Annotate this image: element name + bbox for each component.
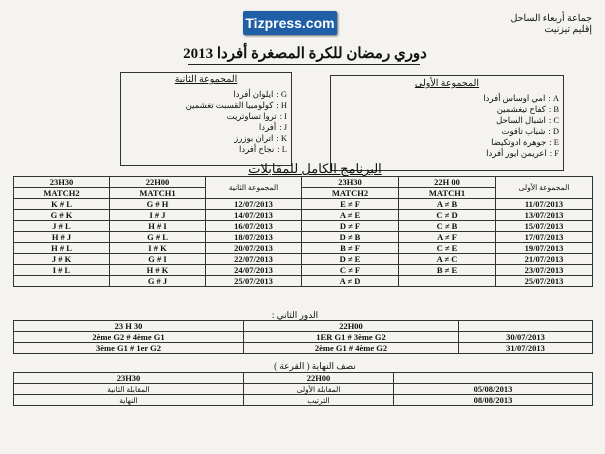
team-name: نجاح أفردا xyxy=(238,144,275,154)
round2-time-left: 23 H 30 xyxy=(14,321,244,332)
team-letter: C : xyxy=(548,115,559,125)
group2-heading: المجموعة الثانية xyxy=(174,75,238,85)
group1-team-row xyxy=(331,104,563,115)
team-name: جوهرة ادوتكيضا xyxy=(491,137,547,147)
group2-schedule-row xyxy=(14,265,302,276)
group1-match-pairing: A ≠ C xyxy=(399,254,496,265)
group2-match-pairing: G # J xyxy=(110,276,206,287)
group1-schedule-row xyxy=(302,254,593,265)
group2-match-pairing: G # K xyxy=(14,210,110,221)
group1-team-row xyxy=(331,115,563,126)
group1-match-pairing: C ≠ B xyxy=(399,221,496,232)
group1-schedule-row xyxy=(302,221,593,232)
round2-match: 3ème G1 # 1er G2 xyxy=(14,343,244,354)
group1-match-pairing: E ≠ F xyxy=(302,199,399,210)
team-name: اعريمن ايور أفردا xyxy=(486,148,547,158)
group1-match-pairing: C ≠ D xyxy=(399,210,496,221)
group2-schedule-table xyxy=(13,176,302,287)
team-letter: K : xyxy=(276,133,287,143)
team-letter: J : xyxy=(279,122,287,132)
group2-schedule-row xyxy=(14,243,302,254)
semifinal-date: 05/08/2013 xyxy=(394,384,593,395)
semifinal-label: نصف النهاية ( القرعة ) xyxy=(274,361,356,371)
round2-empty-cell xyxy=(459,321,593,332)
team-letter: A : xyxy=(548,93,559,103)
group1-match-date: 25/07/2013 xyxy=(496,276,593,287)
group2-team-row xyxy=(121,144,291,155)
group1-match-date: 13/07/2013 xyxy=(496,210,593,221)
group2-match-pairing: J # L xyxy=(14,221,110,232)
semifinal-match: المقابلة الأولى xyxy=(244,384,394,395)
final-match: الترتيب xyxy=(244,395,394,406)
group2-match-date: 18/07/2013 xyxy=(206,232,302,243)
round2-match: 1ER G1 # 3ème G2 xyxy=(244,332,459,343)
group2-time-match2: 23H30 xyxy=(14,177,110,188)
semifinal-empty-cell xyxy=(394,373,593,384)
team-name: تروا تساوتريت xyxy=(226,111,277,121)
group1-team-row xyxy=(331,93,563,104)
group1-match-pairing: A ≠ D xyxy=(302,276,399,287)
group1-schedule-row xyxy=(302,210,593,221)
group1-schedule-row xyxy=(302,243,593,254)
group1-team-row xyxy=(331,148,563,159)
group1-box xyxy=(330,75,564,171)
group2-match-pairing: G # L xyxy=(110,232,206,243)
group2-team-row xyxy=(121,122,291,133)
team-name: اتران بوزرز xyxy=(234,133,274,143)
team-letter: H : xyxy=(276,100,287,110)
group2-match-pairing xyxy=(14,276,110,287)
team-letter: F : xyxy=(549,148,559,158)
final-date: 08/08/2013 xyxy=(394,395,593,406)
group2-match-date: 12/07/2013 xyxy=(206,199,302,210)
group2-column-header: المجموعة الثانية xyxy=(206,177,302,199)
group1-team-list xyxy=(331,93,563,159)
round2-match: 2ème G2 # 4ème G1 xyxy=(14,332,244,343)
team-letter: I : xyxy=(279,111,287,121)
team-name: كولومبيا القسبت تغشمين xyxy=(185,100,274,110)
group1-match1-header: MATCH1 xyxy=(399,188,496,199)
round2-label: الدور الثاني : xyxy=(271,310,319,320)
group2-team-row xyxy=(121,89,291,100)
group1-schedule-row xyxy=(302,199,593,210)
group2-match-date: 25/07/2013 xyxy=(206,276,302,287)
group2-match-pairing: G # H xyxy=(110,199,206,210)
semifinal-table xyxy=(13,372,593,406)
final-match: النهاية xyxy=(14,395,244,406)
group1-team-row xyxy=(331,126,563,137)
group1-match-date: 15/07/2013 xyxy=(496,221,593,232)
round2-time-right: 22H00 xyxy=(244,321,459,332)
group2-match2-header: MATCH2 xyxy=(14,188,110,199)
group1-match-date: 19/07/2013 xyxy=(496,243,593,254)
team-name: كفاح تيغشمين xyxy=(496,104,546,114)
team-letter: L : xyxy=(277,144,287,154)
team-letter: G : xyxy=(276,89,287,99)
team-letter: E : xyxy=(549,137,559,147)
group2-team-row xyxy=(121,100,291,111)
group1-match-date: 17/07/2013 xyxy=(496,232,593,243)
document-title: دوري رمضان للكرة المصغرة أفردا 2013 xyxy=(183,46,427,62)
round2-table xyxy=(13,320,593,354)
round2-match: 2ème G1 # 4ème G2 xyxy=(244,343,459,354)
group1-match-pairing: A ≠ F xyxy=(399,232,496,243)
group1-match-pairing: B ≠ F xyxy=(302,243,399,254)
semifinal-time-left: 23H30 xyxy=(14,373,244,384)
group2-schedule-row xyxy=(14,210,302,221)
group1-match-pairing: A ≠ B xyxy=(399,199,496,210)
team-name: امي اوساس أفردا xyxy=(483,93,546,103)
team-name: ايلوان أفردا xyxy=(233,89,274,99)
group2-team-row xyxy=(121,111,291,122)
group2-schedule-row xyxy=(14,199,302,210)
team-letter: D : xyxy=(548,126,559,136)
group2-match-date: 22/07/2013 xyxy=(206,254,302,265)
group1-match-pairing: C ≠ E xyxy=(399,243,496,254)
group2-match-date: 14/07/2013 xyxy=(206,210,302,221)
group1-match-pairing: C ≠ F xyxy=(302,265,399,276)
site-logo: Tizpress.com xyxy=(243,11,337,35)
group2-match-pairing: J # K xyxy=(14,254,110,265)
group1-match-pairing: B ≠ E xyxy=(399,265,496,276)
group2-schedule-row xyxy=(14,232,302,243)
commune-name: جماعة أربعاء الساحل xyxy=(510,14,592,24)
semifinal-time-right: 22H00 xyxy=(244,373,394,384)
group1-time-match2: 23H30 xyxy=(302,177,399,188)
group1-schedule-row xyxy=(302,276,593,287)
issuer-header xyxy=(470,14,592,36)
group2-match-pairing: I # K xyxy=(110,243,206,254)
group1-match-pairing xyxy=(399,276,496,287)
group2-match-date: 20/07/2013 xyxy=(206,243,302,254)
team-letter: B : xyxy=(548,104,559,114)
group2-match-pairing: H # L xyxy=(14,243,110,254)
group2-match-pairing: I # L xyxy=(14,265,110,276)
province-name: إقليم تيزنيت xyxy=(544,25,592,35)
group1-match-date: 21/07/2013 xyxy=(496,254,593,265)
group1-team-row xyxy=(331,137,563,148)
group2-match-pairing: H # K xyxy=(110,265,206,276)
round2-date: 31/07/2013 xyxy=(459,343,593,354)
team-name: أفردا xyxy=(258,122,277,132)
group1-schedule-row xyxy=(302,265,593,276)
group1-schedule-row xyxy=(302,232,593,243)
round2-date: 30/07/2013 xyxy=(459,332,593,343)
group2-match1-header: MATCH1 xyxy=(110,188,206,199)
group2-match-pairing: K # L xyxy=(14,199,110,210)
group1-match-date: 23/07/2013 xyxy=(496,265,593,276)
group2-team-row xyxy=(121,133,291,144)
group1-time-match1: 22H 00 xyxy=(399,177,496,188)
group1-schedule-table xyxy=(301,176,593,287)
group2-team-list xyxy=(121,89,291,155)
group1-match-pairing: D ≠ F xyxy=(302,221,399,232)
group1-match-date: 11/07/2013 xyxy=(496,199,593,210)
group2-box xyxy=(120,72,292,166)
semifinal-match: المقابلة الثانية xyxy=(14,384,244,395)
title-underline xyxy=(188,64,420,65)
team-name: شباب تافوت xyxy=(501,126,546,136)
group2-match-date: 16/07/2013 xyxy=(206,221,302,232)
group2-match-pairing: H # I xyxy=(110,221,206,232)
group1-match-pairing: A ≠ E xyxy=(302,210,399,221)
group2-schedule-row xyxy=(14,276,302,287)
group1-column-header: المجموعة الأولى xyxy=(496,177,593,199)
group1-match-pairing: D ≠ E xyxy=(302,254,399,265)
group2-match-pairing: I # J xyxy=(110,210,206,221)
group2-schedule-row xyxy=(14,221,302,232)
group2-schedule-row xyxy=(14,254,302,265)
group2-time-match1: 22H00 xyxy=(110,177,206,188)
group1-match-pairing: D ≠ B xyxy=(302,232,399,243)
group1-match2-header: MATCH2 xyxy=(302,188,399,199)
group2-match-pairing: H # J xyxy=(14,232,110,243)
program-title: البرنامج الكامل للمقابلات xyxy=(248,161,382,176)
group1-heading: المجموعة الأولى xyxy=(414,79,480,89)
group2-match-pairing: G # I xyxy=(110,254,206,265)
group2-match-date: 24/07/2013 xyxy=(206,265,302,276)
team-name: اشبال الساحل xyxy=(496,115,546,125)
